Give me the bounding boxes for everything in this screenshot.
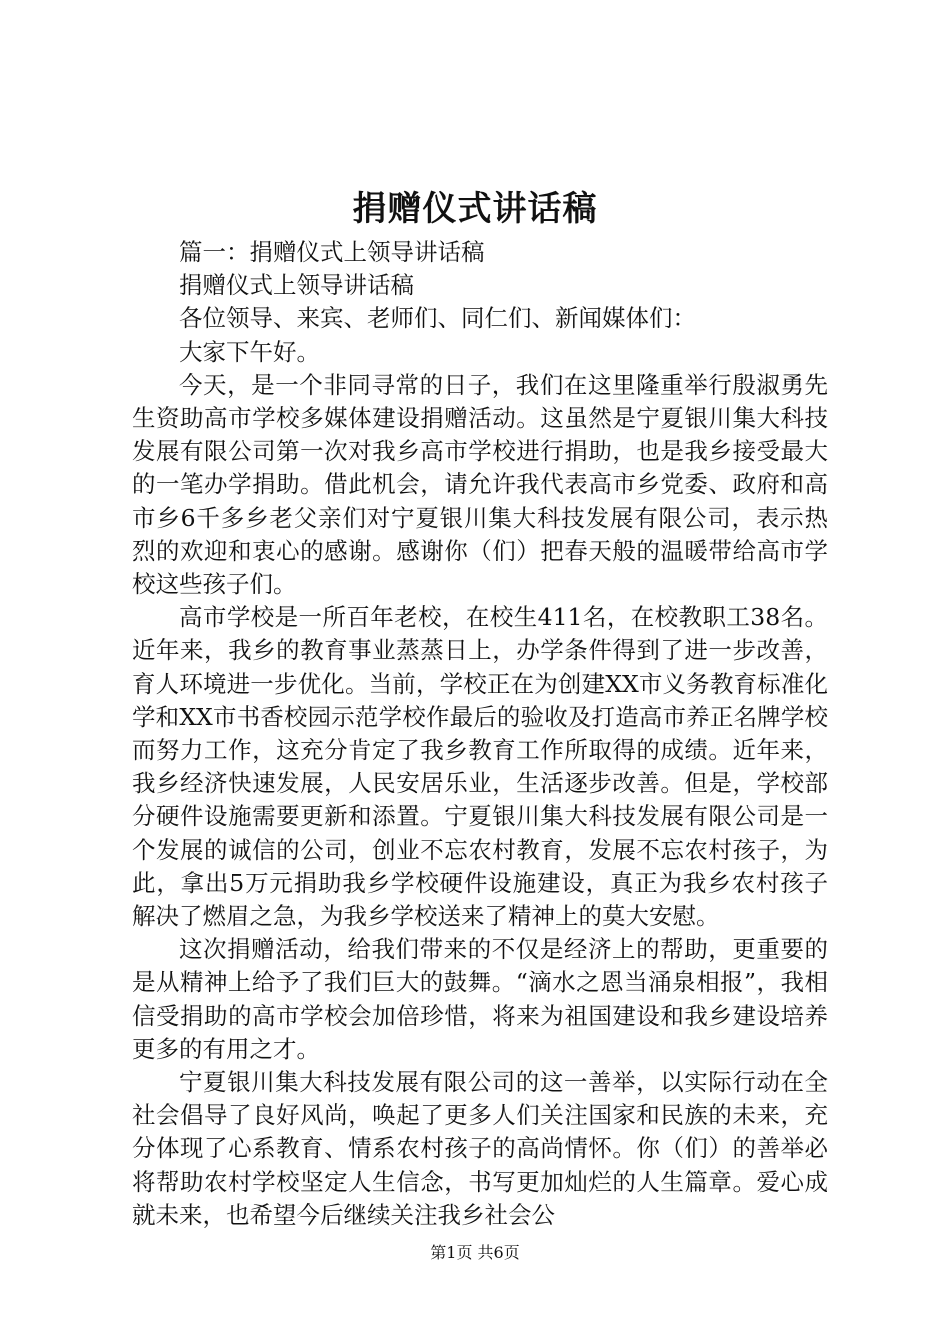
page-footer: 第1页 共6页 [430,1243,520,1262]
body-paragraph: 高市学校是一所百年老校，在校生411名，在校教职工38名。近年来，我乡的教育事业蒸蒸日上，办学条件得到了进一步改善，育人环境进一步优化。当前，学校正在为创建XX市义务教育标准化学和XX市书香校园示范学校作最后的验收及打造高市养正名牌学校而努力工作，这充分肯定了我乡教育工作所取得的成绩。近年来，我乡经济快速发展，人民安居乐业，生活逐步改善。但是，学校部分硬件设施需要更新和添置。宁夏银川集大科技发展有限公司是一个发展的诚信的公司，创业不忘农村教育，发展不忘农村孩子，为此，拿出5万元捐助我乡学校硬件设施建设，真正为我乡农村孩子解决了燃眉之急，为我乡学校送来了精神上的莫大安慰。 [132,603,828,931]
speech-title: 捐赠仪式上领导讲话稿 [179,271,414,300]
salutation: 各位领导、来宾、老师们、同仁们、新闻媒体们： [179,304,696,333]
body-paragraph: 宁夏银川集大科技发展有限公司的这一善举，以实际行动在全社会倡导了良好风尚，唤起了更多人们关注国家和民族的未来，充分体现了心系教育、情系农村孩子的高尚情怀。你（们）的善举必将帮助农村学校坚定人生信念，书写更加灿烂的人生篇章。爱心成就未来，也希望今后继续关注我乡社会公 [132,1068,828,1229]
document-body [132,236,828,1232]
body-paragraph: 今天，是一个非同寻常的日子，我们在这里隆重举行殷淑勇先生资助高市学校多媒体建设捐赠活动。这虽然是宁夏银川集大科技发展有限公司第一次对我乡高市学校进行捐助，也是我乡接受最大的一笔办学捐助。借此机会，请允许我代表高市乡党委、政府和高市乡6千多乡老父亲们对宁夏银川集大科技发展有限公司，表示热烈的欢迎和衷心的感谢。感谢你（们）把春天般的温暖带给高市学校这些孩子们。 [132,370,828,599]
body-paragraph: 这次捐赠活动，给我们带来的不仅是经济上的帮助，更重要的是从精神上给予了我们巨大的鼓舞。“滴水之恩当涌泉相报”，我相信受捐助的高市学校会加倍珍惜，将来为祖国建设和我乡建设培养更多的有用之才。 [132,935,828,1063]
section-heading: 篇一：捐赠仪式上领导讲话稿 [179,238,485,266]
document-title: 捐赠仪式讲话稿 [352,189,598,229]
greeting: 大家下午好。 [179,337,320,366]
